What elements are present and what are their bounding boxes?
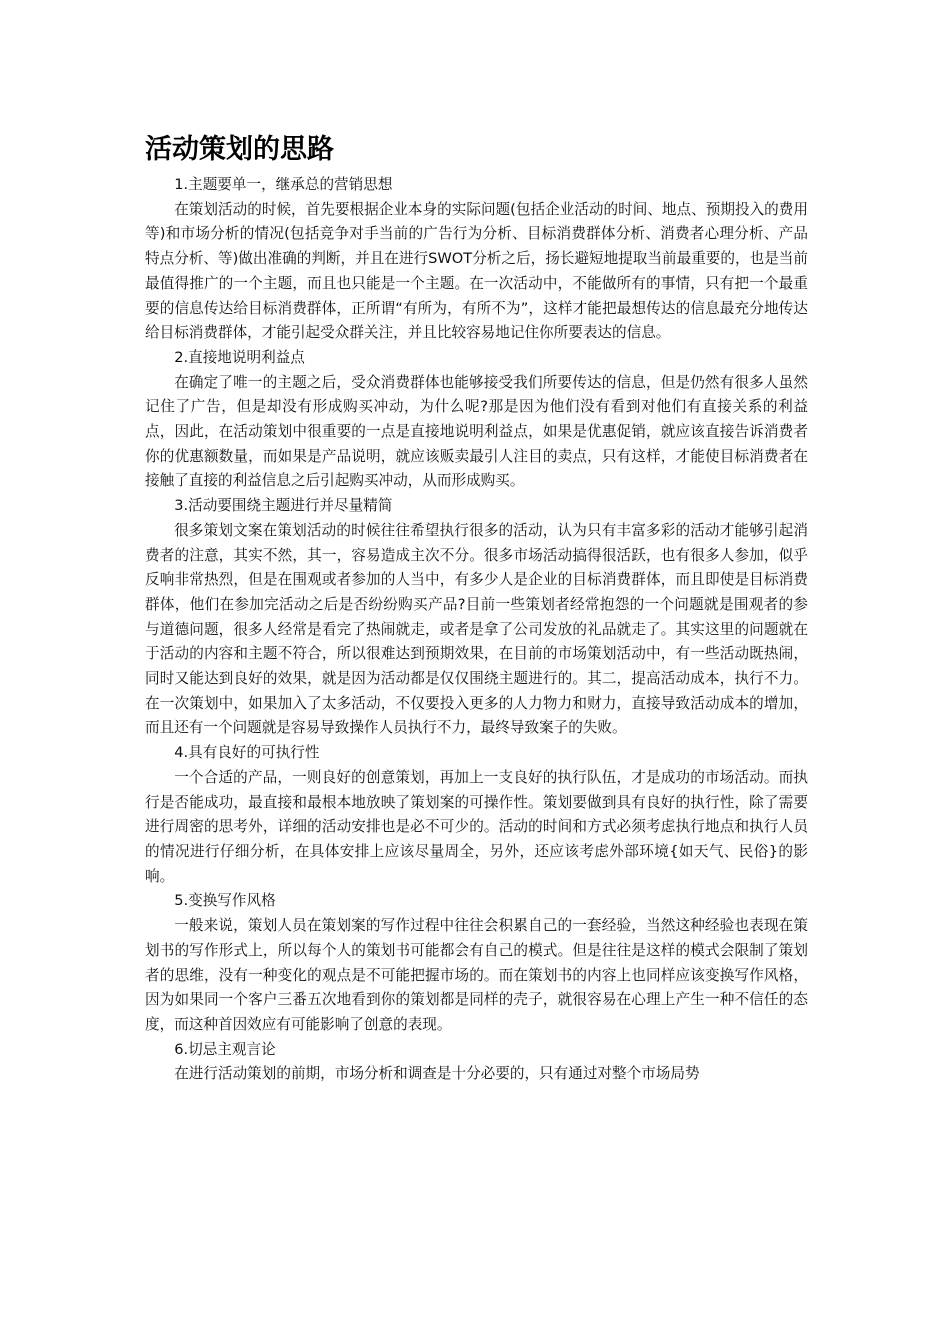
- section-heading-2: 2.直接地说明利益点: [174, 348, 305, 366]
- section-body-4: 一个合适的产品，一则良好的创意策划，再加上一支良好的执行队伍，才是成功的市场活动。而执行是否能成功，最直接和最根本地放映了策划案的可操作性。策划要做到具有良好的执行性，除了需要进行周密的思考外，详细的活动安排也是必不可少的。活动的时间和方式必须考虑执行地点和执行人员的情况进行仔细分析，在具体安排上应该尽量周全，另外，还应该考虑外部环境{如天气、民俗}的影响。: [145, 768, 808, 885]
- document-page: [145, 130, 808, 1087]
- section-heading-5: 5.变换写作风格: [174, 892, 276, 910]
- document-title: 活动策划的思路: [145, 134, 334, 165]
- section-body-6: 在进行活动策划的前期，市场分析和调查是十分必要的，只有通过对整个市场局势: [174, 1065, 700, 1083]
- section-body-1: 在策划活动的时候，首先要根据企业本身的实际问题(包括企业活动的时间、地点、预期投入的费用等)和市场分析的情况(包括竞争对手当前的广告行为分析、目标消费群体分析、消费者心理分析、产品特点分析、等)做出准确的判断，并且在进行SWOT分析之后，扬长避短地提取当前最重要的，也是当前最值得推广的一个主题，而且也只能是一个主题。在一次活动中，不能做所有的事情，只有把一个最重要的信息传达给目标消费群体，正所谓“有所为，有所不为”，这样才能把最想传达的信息最充分地传达给目标消费群体，才能引起受众群关注，并且比较容易地记住你所要表达的信息。: [145, 200, 808, 342]
- section-body-2: 在确定了唯一的主题之后，受众消费群体也能够接受我们所要传达的信息，但是仍然有很多人虽然记住了广告，但是却没有形成购买冲动，为什么呢?那是因为他们没有看到对他们有直接关系的利益点，因此，在活动策划中很重要的一点是直接地说明利益点，如果是优惠促销，就应该直接告诉消费者你的优惠额数量，而如果是产品说明，就应该贩卖最引人注目的卖点，只有这样，才能使目标消费者在接触了直接的利益信息之后引起购买冲动，从而形成购买。: [145, 373, 808, 490]
- section-heading-6: 6.切忌主观言论: [174, 1040, 276, 1058]
- section-body-3: 很多策划文案在策划活动的时候往往希望执行很多的活动，认为只有丰富多彩的活动才能够引起消费者的注意，其实不然，其一，容易造成主次不分。很多市场活动搞得很活跃，也有很多人参加，似乎反响非常热烈，但是在围观或者参加的人当中，有多少人是企业的目标消费群体，而且即使是目标消费群体，他们在参加完活动之后是否纷纷购买产品?目前一些策划者经常抱怨的一个问题就是围观者的参与道德问题，很多人经常是看完了热闹就走，或者是拿了公司发放的礼品就走了。其实这里的问题就在于活动的内容和主题不符合，所以很难达到预期效果，在目前的市场策划活动中，有一些活动既热闹，同时又能达到良好的效果，就是因为活动都是仅仅围绕主题进行的。其二，提高活动成本，执行不力。在一次策划中，如果加入了太多活动，不仅要投入更多的人力物力和财力，直接导致活动成本的增加，而且还有一个问题就是容易导致操作人员执行不力，最终导致案子的失败。: [145, 521, 808, 737]
- section-body-5: 一般来说，策划人员在策划案的写作过程中往往会积累自己的一套经验，当然这种经验也表现在策划书的写作形式上，所以每个人的策划书可能都会有自己的模式。但是往往是这样的模式会限制了策划者的思维，没有一种变化的观点是不可能把握市场的。而在策划书的内容上也同样应该变换写作风格，因为如果同一个客户三番五次地看到你的策划都是同样的壳子，就很容易在心理上产生一种不信任的态度，而这种首因效应有可能影响了创意的表现。: [145, 917, 808, 1033]
- section-heading-4: 4.具有良好的可执行性: [174, 744, 320, 762]
- section-heading-1: 1.主题要单一，继承总的营销思想: [174, 176, 393, 193]
- section-heading-3: 3.活动要围绕主题进行并尽量精简: [174, 497, 393, 515]
